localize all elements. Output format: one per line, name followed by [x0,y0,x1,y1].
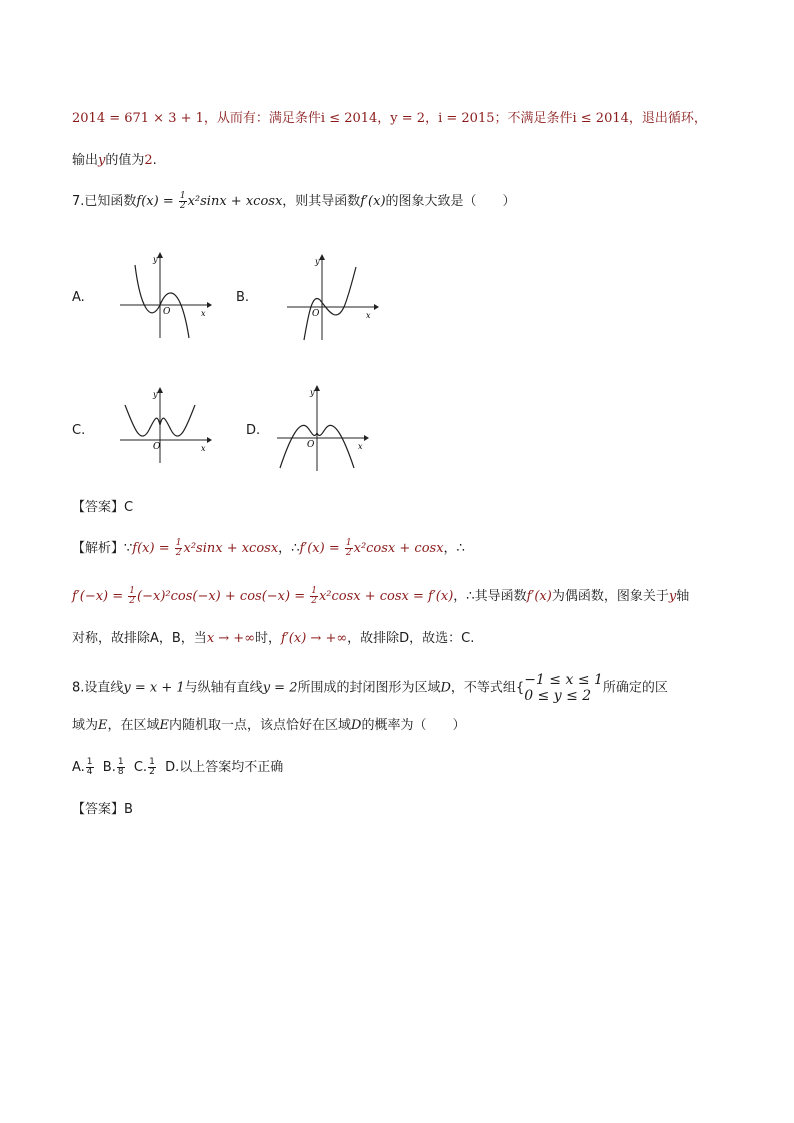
fraction-den: 8 [117,767,124,777]
analysis-label: 【解析】 [72,541,125,556]
fraction-den: 2 [149,767,155,777]
text-run: 2014 = 671 × 3 + 1，从而有：满足条件i ≤ 2014，y = 2，i = 2015；不满足条件i ≤ 2014，退出循环， [72,111,707,126]
text-run: 的概率为（ ） [361,718,466,733]
question-8-stem-line-2 [72,715,466,737]
text-run: 对称，故排除A，B，当 [72,631,207,646]
axis-label-y: y [153,390,158,399]
math-expr: (−x)²cos(−x) + cos(−x) = [137,589,310,604]
text-run: 与纵轴有直线 [184,680,263,696]
continued-solution-line-2 [72,150,157,172]
option-c: C. [133,760,148,775]
origin-label: O [312,309,320,319]
math-expr: x²sinx + xcosx [187,194,283,209]
option-d-label: D. [246,423,261,438]
answer-8 [72,799,133,821]
fraction-den: 4 [86,767,93,777]
option-a-label: A. [72,290,85,305]
fraction-num: 1 [175,538,182,548]
question-8-options [72,757,283,779]
origin-label: O [307,440,315,450]
math-expr: f′(x) [360,194,386,209]
axis-label-x: x [201,309,206,318]
text-run: 输出 [72,153,99,168]
fraction [310,587,318,606]
math-expr: f′(−x) = [72,589,128,604]
analysis-7-line-2 [72,586,689,608]
fraction-den: 2 [179,201,186,211]
math-expr: x²cosx + cosx [353,541,444,556]
text-run: ，则其导函数 [282,194,361,209]
math-expr: x²sinx + xcosx [183,541,279,556]
axis-label-x: x [366,311,371,320]
answer-label: 【答案】C [72,500,134,515]
therefore-symbol: ∴ [456,541,465,556]
text-run: . [152,153,157,168]
fraction-num: 1 [129,586,136,596]
math-expr: y = 2 [262,680,298,696]
text-run: ，故排除D，故选：C. [347,631,475,646]
fraction-num: 1 [86,757,93,767]
text-run: 的值为 [105,153,145,168]
math-var: y [98,153,106,168]
text-run: ，在区域 [107,718,160,733]
text-run: 的图象大致是（ ） [385,194,516,209]
fraction-num: 1 [149,757,155,767]
text-run: 域为 [72,718,99,733]
text-run: 时， [255,631,282,646]
therefore-symbol: ∴ [291,541,300,556]
axis-label-y: y [153,255,158,264]
axis-label-y: y [310,388,315,397]
inequality-system [524,672,603,704]
fraction-num: 1 [345,538,352,548]
axis-label-x: x [201,444,206,453]
fraction [179,192,187,211]
option-b-label: B. [236,290,250,305]
text-run: ， [443,541,457,556]
inequality-1: −1 ≤ x ≤ 1 [524,672,603,688]
math-expr: f′(x) = [299,541,344,556]
math-expr: f(x) = [136,194,178,209]
text-run: 内随机取一点，该点恰好在区域 [169,718,352,733]
option-d: D.以上答案均不正确 [165,760,284,775]
math-var: D [440,680,451,696]
text-run: 所围成的封闭图形为区域 [297,680,441,696]
fraction-num: 1 [311,586,317,596]
graph-option-a [115,250,215,340]
math-var: E [159,718,170,733]
option-b: B. [102,760,116,775]
math-expr: y = x + 1 [123,680,185,696]
fraction-den: 2 [175,548,182,558]
fraction-den: 2 [129,596,136,606]
text-run: 轴 [676,589,690,604]
math-expr: f(x) = [132,541,174,556]
continued-solution-line-1 [72,108,707,130]
question-8-stem-line-1 [72,672,668,704]
math-expr: x²cosx + cosx = f′(x) [318,589,454,604]
fraction-den: 2 [345,548,352,558]
origin-label: O [163,307,171,317]
text-run: ， [453,589,467,604]
math-value: 2 [144,153,153,168]
fraction-num: 1 [179,191,186,201]
answer-7 [72,497,133,519]
text-run: ， [278,541,292,556]
option-c-label: C. [72,423,86,438]
fraction [86,758,94,777]
graph-option-d [272,383,372,473]
because-symbol: ∵ [124,541,133,556]
answer-label: 【答案】B [72,802,133,817]
text-run: 所确定的区 [602,680,668,696]
origin-label: O [153,442,161,452]
fraction-den: 2 [311,596,317,606]
fraction [128,587,136,606]
fraction-num: 1 [117,757,124,767]
option-a: A. [72,760,85,775]
question-7-stem [72,191,516,213]
math-expr: x → +∞ [206,631,256,646]
graph-option-c [115,385,215,465]
axis-label-y: y [315,257,320,266]
text-run: ，不等式组{ [450,680,525,696]
text-run: ∴其导函数 [466,589,527,604]
math-var: E [98,718,108,733]
analysis-7-line-1 [72,538,465,560]
analysis-7-line-3 [72,628,474,650]
fraction [345,539,353,558]
fraction [117,758,125,777]
axis-label-x: x [358,442,363,451]
fraction [148,758,156,777]
math-var: y [668,589,677,604]
fraction [175,539,183,558]
math-expr: f′(x) → +∞ [281,631,348,646]
text-run: 7.已知函数 [72,194,137,209]
text-run: 为偶函数，图象关于 [551,589,669,604]
text-run: 8.设直线 [72,680,124,696]
graph-option-b [282,252,382,342]
math-expr: f′(x) [526,589,552,604]
inequality-2: 0 ≤ y ≤ 2 [524,688,592,704]
math-var: D [351,718,362,733]
